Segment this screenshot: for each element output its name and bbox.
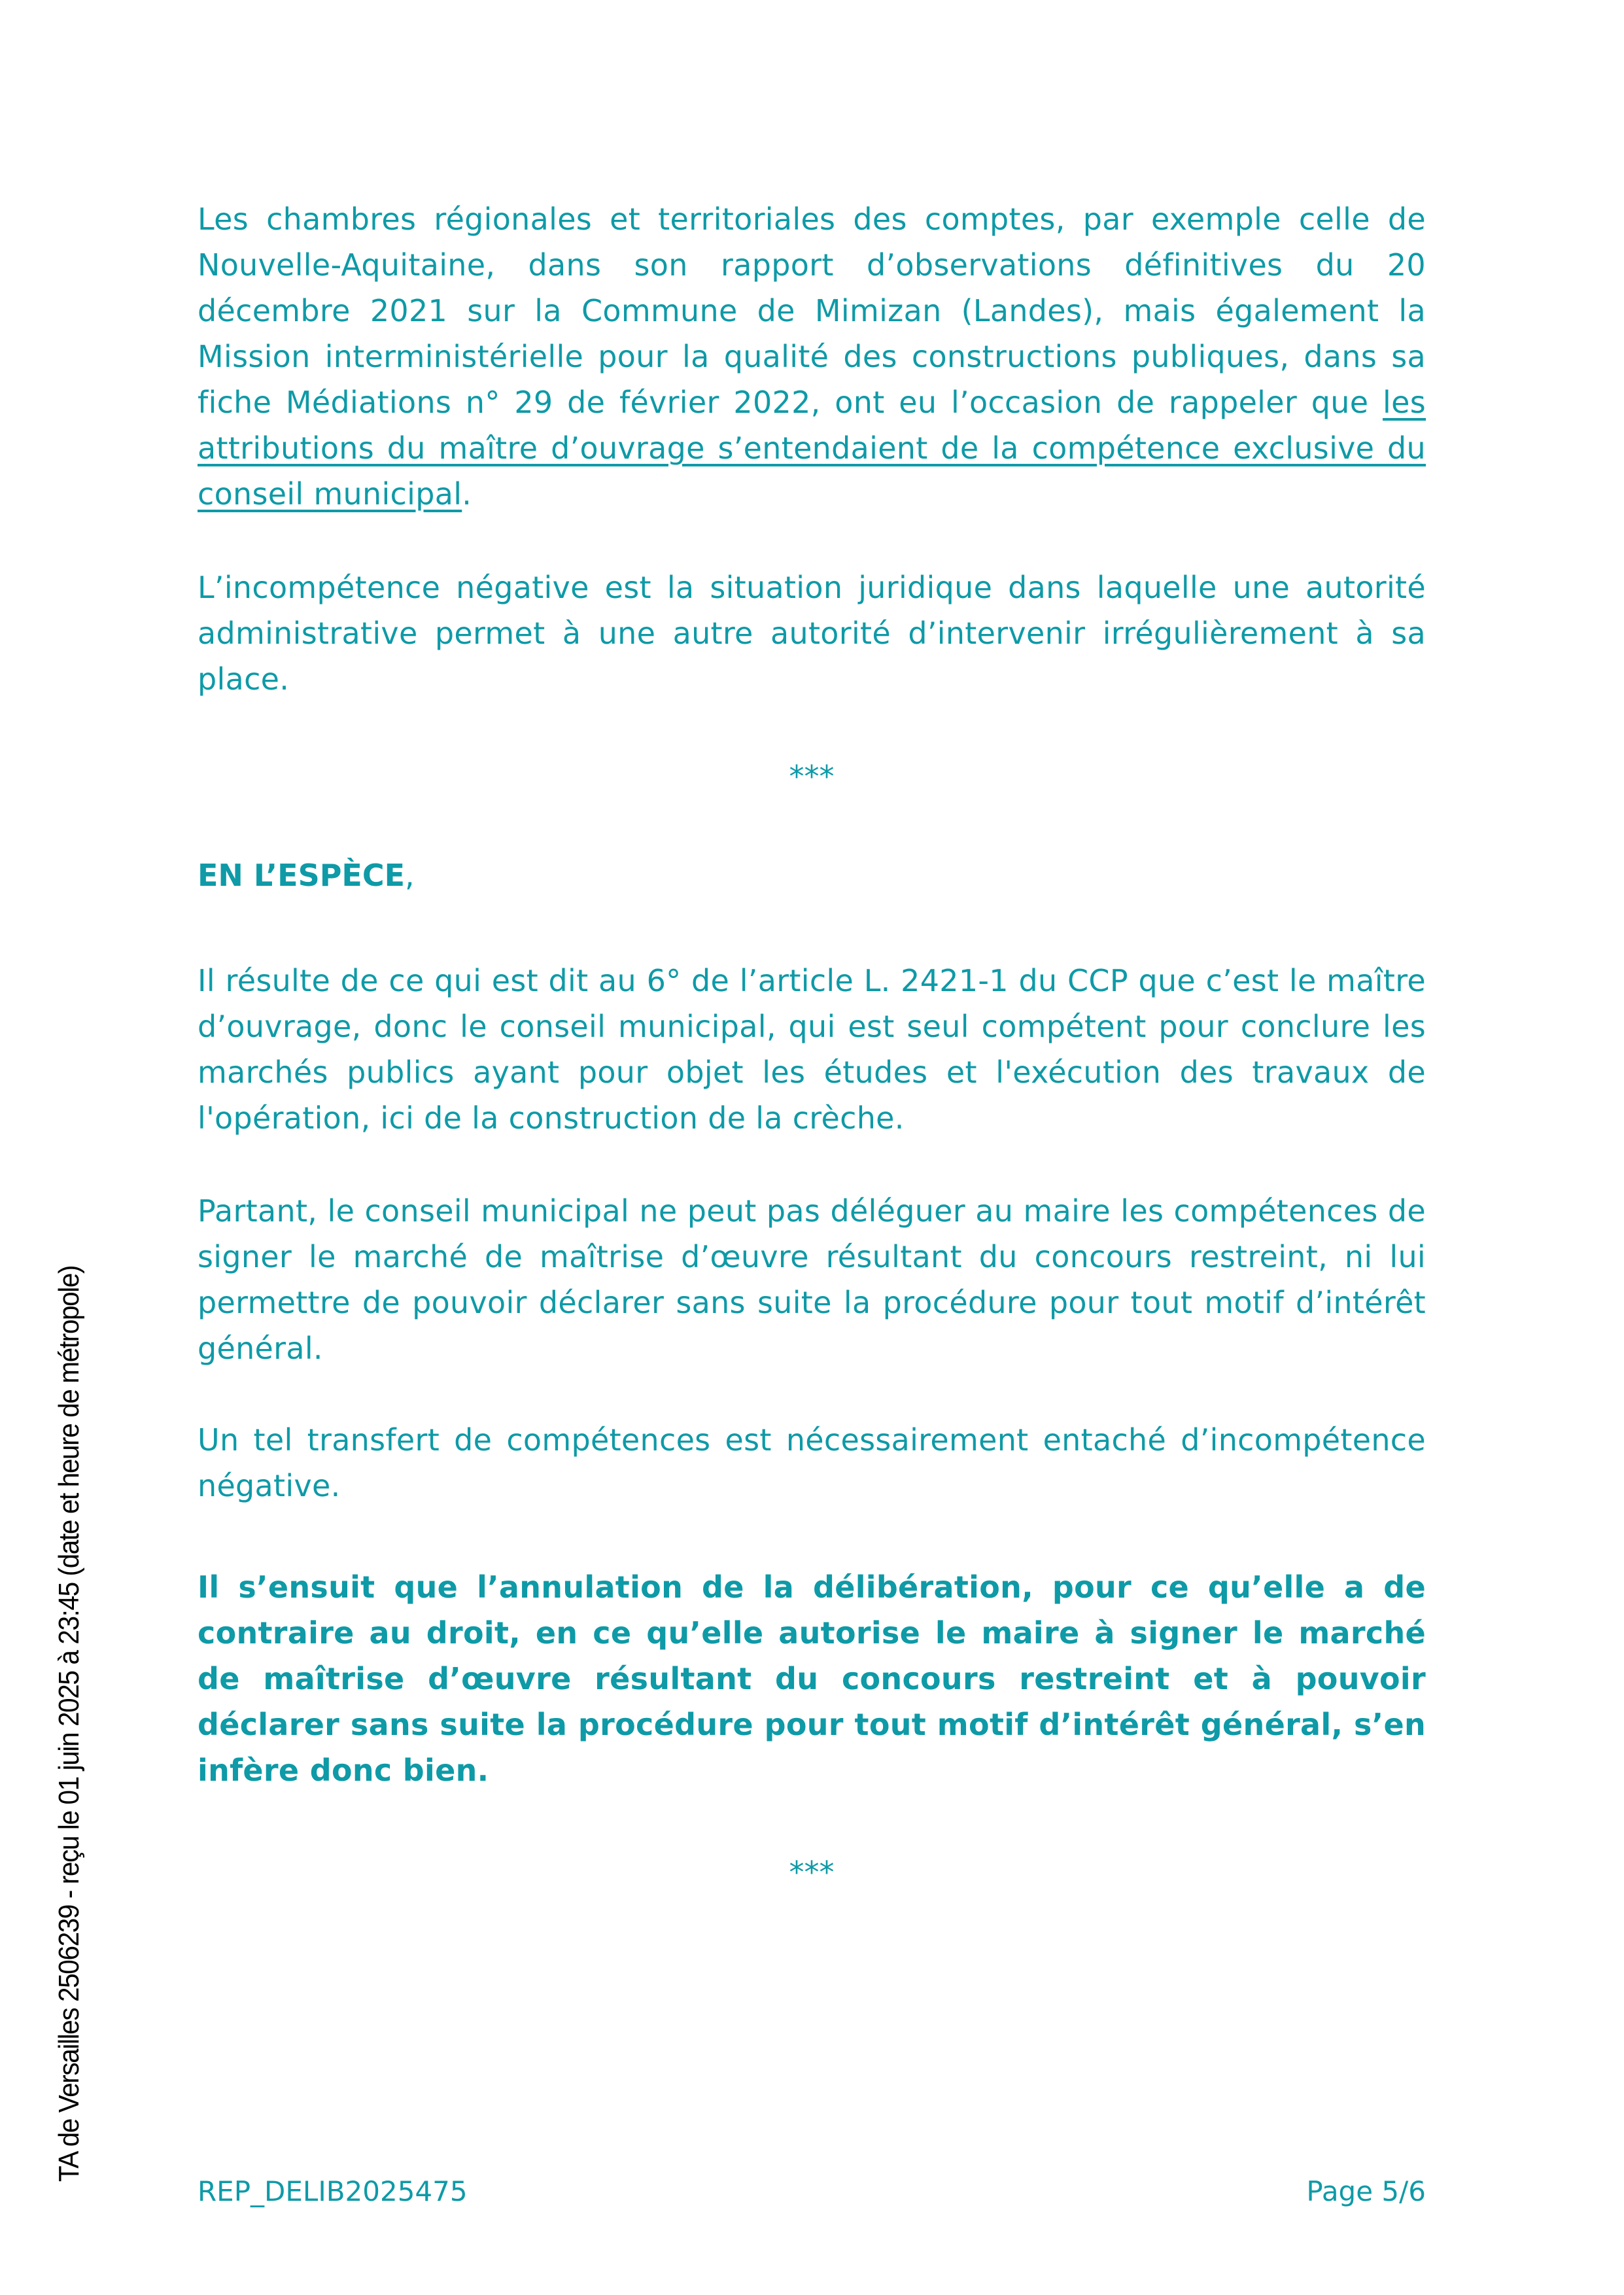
section-heading xyxy=(198,852,415,898)
footer-reference: REP_DELIB2025475 xyxy=(198,2175,468,2207)
margin-receipt-stamp: TA de Versailles 2506239 - reçu le 01 juin 2025 à 23:45 (date et heure de métropole) xyxy=(53,1265,85,2182)
section-separator: *** xyxy=(789,759,835,794)
underlined-emphasis: les attributions du maître d’ouvrage s’entendaient de la compétence exclusive du conseil municipal xyxy=(198,385,1426,512)
paragraph-text-end: . xyxy=(462,476,472,512)
heading-comma: , xyxy=(405,858,415,893)
paragraph-incompetence-definition: L’incompétence négative est la situation juridique dans laquelle une autorité administrative permet à une autre autorité d’intervenir irrégulièrement à sa place. xyxy=(198,570,1426,697)
paragraph-chambres-comptes xyxy=(198,196,1426,517)
section-separator: *** xyxy=(789,1855,835,1890)
footer-page-number: Page 5/6 xyxy=(1306,2175,1426,2207)
paragraph-delegation: Partant, le conseil municipal ne peut pas déléguer au maire les compétences de signer le marché de maîtrise d’œuvre résultant du concours restreint, ni lui permettre de pouvoir déclarer sans suite la procédure pour tout motif d’intérêt général. xyxy=(198,1193,1426,1366)
paragraph-text: Les chambres régionales et territoriales des comptes, par exemple celle de Nouvelle-Aquitaine, dans son rapport d’observations définitives du 20 décembre 2021 sur la Commune de Mimizan (Landes), mais également la Mission interministérielle pour la qualité des constructions publiques, dans sa fiche Médiations n° 29 de février 2022, ont eu l’occasion de rappeler que xyxy=(198,201,1426,420)
paragraph-conclusion: Il s’ensuit que l’annulation de la délibération, pour ce qu’elle a de contraire au droit, en ce qu’elle autorise le maire à signer le marché de maîtrise d’œuvre résultant du concours restreint et à pouvoir déclarer sans suite la procédure pour tout motif d’intérêt général, s’en infère donc bien. xyxy=(198,1569,1426,1788)
paragraph-transfert: Un tel transfert de compétences est nécessairement entaché d’incompétence négative. xyxy=(198,1422,1426,1503)
heading-text: EN L’ESPÈCE xyxy=(198,858,406,893)
paragraph-article-l2421: Il résulte de ce qui est dit au 6° de l’article L. 2421-1 du CCP que c’est le maître d’ouvrage, donc le conseil municipal, qui est seul compétent pour conclure les marchés publics ayant pour objet les études et l'exécution des travaux de l'opération, ici de la construction de la crèche. xyxy=(198,963,1426,1136)
